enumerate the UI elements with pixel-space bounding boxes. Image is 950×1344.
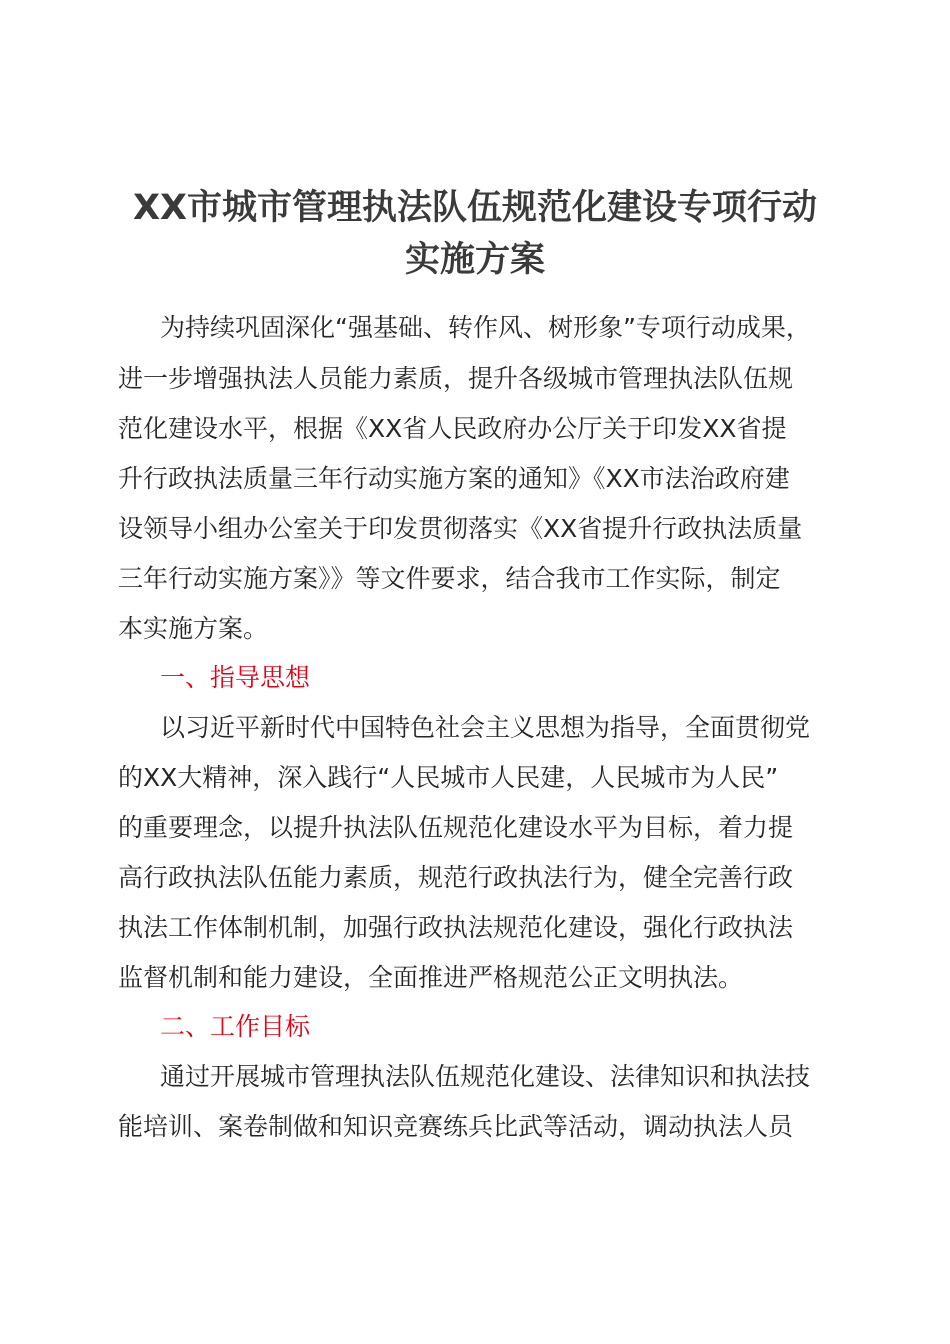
paragraph-2-line-3: 的重要理念，以提升执法队伍规范化建设水平为目标，着力提 xyxy=(118,813,794,842)
paragraph-1-line-6: 三年行动实施方案》》等文件要求，结合我市工作实际，制定 xyxy=(118,564,781,593)
paragraph-2-line-5: 执法工作体制机制，加强行政执法规范化建设，强化行政执法 xyxy=(118,913,794,942)
paragraph-2-line-6: 监督机制和能力建设，全面推进严格规范公正文明执法。 xyxy=(118,963,744,992)
section-heading-2: 二、工作目标 xyxy=(160,1012,311,1041)
paragraph-1-line-1: 为持续巩固深化“强基础、转作风、树形象”专项行动成果， xyxy=(160,313,811,342)
document-title-line-2: 实施方案 xyxy=(404,240,545,280)
paragraph-2-line-4: 高行政执法队伍能力素质，规范行政执法行为，健全完善行政 xyxy=(118,863,794,892)
paragraph-2-line-1: 以习近平新时代中国特色社会主义思想为指导，全面贯彻党 xyxy=(160,713,811,742)
paragraph-3-line-2: 能培训、案卷制做和知识竞赛练兵比武等活动，调动执法人员 xyxy=(118,1112,794,1141)
paragraph-3-line-1: 通过开展城市管理执法队伍规范化建设、法律知识和执法技 xyxy=(160,1062,811,1091)
paragraph-1-line-2: 进一步增强执法人员能力素质，提升各级城市管理执法队伍规 xyxy=(118,364,794,393)
section-heading-1: 一、指导思想 xyxy=(160,663,311,692)
paragraph-2-line-2: 的XX大精神，深入践行“人民城市人民建，人民城市为人民” xyxy=(118,763,779,792)
paragraph-1-line-5: 设领导小组办公室关于印发贯彻落实《XX省提升行政执法质量 xyxy=(118,514,803,543)
document-title-line-1: XX市城市管理执法队伍规范化建设专项行动 xyxy=(133,188,817,228)
paragraph-1-line-4: 升行政执法质量三年行动实施方案的通知》《XX市法治政府建 xyxy=(118,464,790,493)
paragraph-1-line-3: 范化建设水平，根据《XX省人民政府办公厅关于印发XX省提 xyxy=(118,414,787,443)
paragraph-1-line-7: 本实施方案。 xyxy=(118,614,269,643)
